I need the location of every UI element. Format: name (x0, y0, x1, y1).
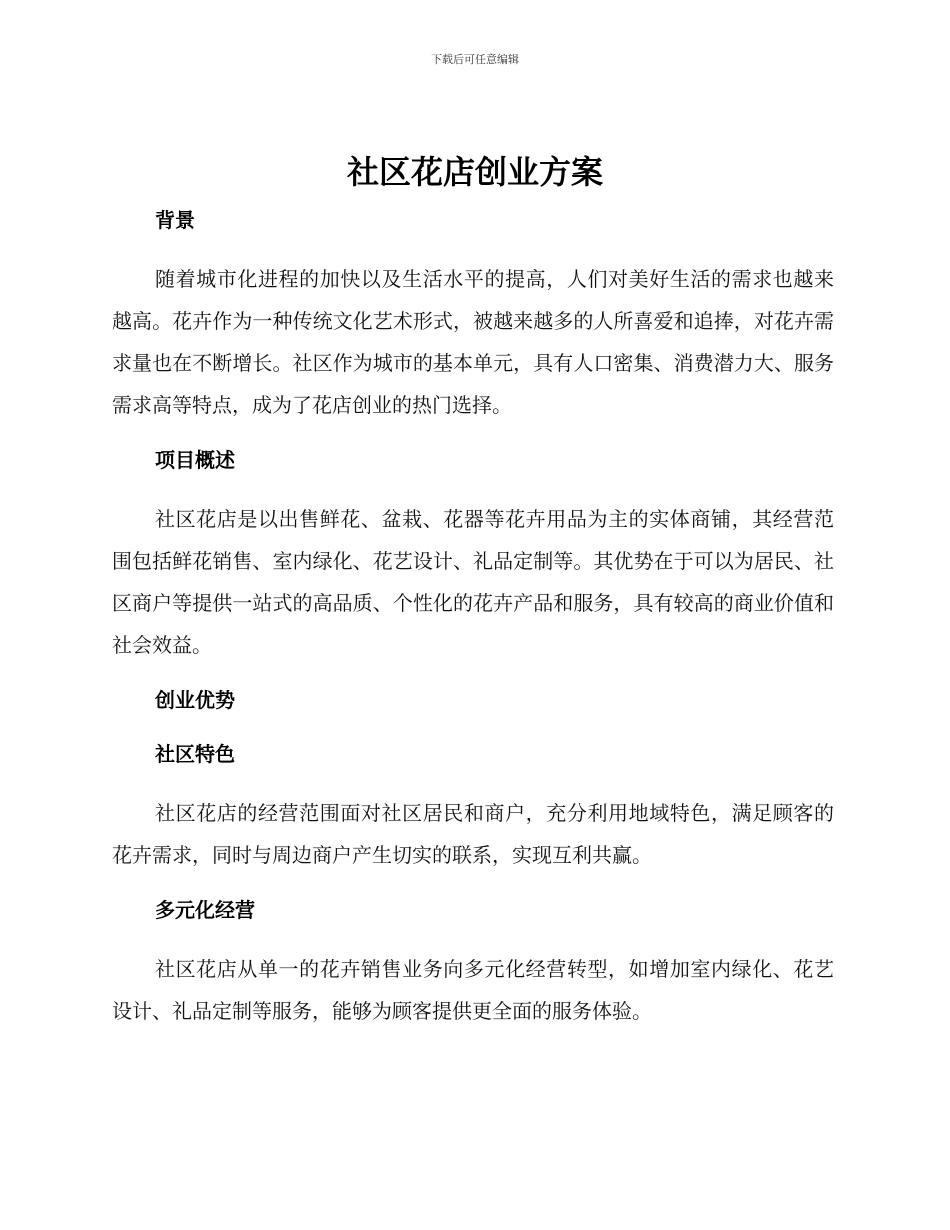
section-heading-community-feature: 社区特色 (155, 742, 235, 766)
section-heading-background: 背景 (155, 208, 195, 232)
section-heading-overview: 项目概述 (155, 448, 235, 472)
section-heading-diversified: 多元化经营 (155, 898, 255, 922)
section-paragraph-background: 随着城市化进程的加快以及生活水平的提高，人们对美好生活的需求也越来越高。花卉作为一种传统文化艺术形式，被越来越多的人所喜爱和追捧，对花卉需求量也在不断增长。社区作为城市的基本单元，具有人口密集、消费潜力大、服务需求高等特点，成为了花店创业的热门选择。 (112, 267, 834, 417)
section-paragraph-overview: 社区花店是以出售鲜花、盆栽、花器等花卉用品为主的实体商铺，其经营范围包括鲜花销售、室内绿化、花艺设计、礼品定制等。其优势在于可以为居民、社区商户等提供一站式的高品质、个性化的花卉产品和服务，具有较高的商业价值和社会效益。 (112, 507, 834, 657)
document-title: 社区花店创业方案 (346, 153, 603, 191)
section-paragraph-community-feature: 社区花店的经营范围面对社区居民和商户，充分利用地域特色，满足顾客的花卉需求，同时与周边商户产生切实的联系，实现互利共赢。 (112, 801, 834, 867)
section-heading-advantages: 创业优势 (155, 688, 235, 712)
document-body (112, 202, 834, 1032)
header-note: 下载后可任意编辑 (431, 53, 519, 66)
section-paragraph-diversified: 社区花店从单一的花卉销售业务向多元化经营转型，如增加室内绿化、花艺设计、礼品定制等服务，能够为顾客提供更全面的服务体验。 (112, 957, 834, 1023)
